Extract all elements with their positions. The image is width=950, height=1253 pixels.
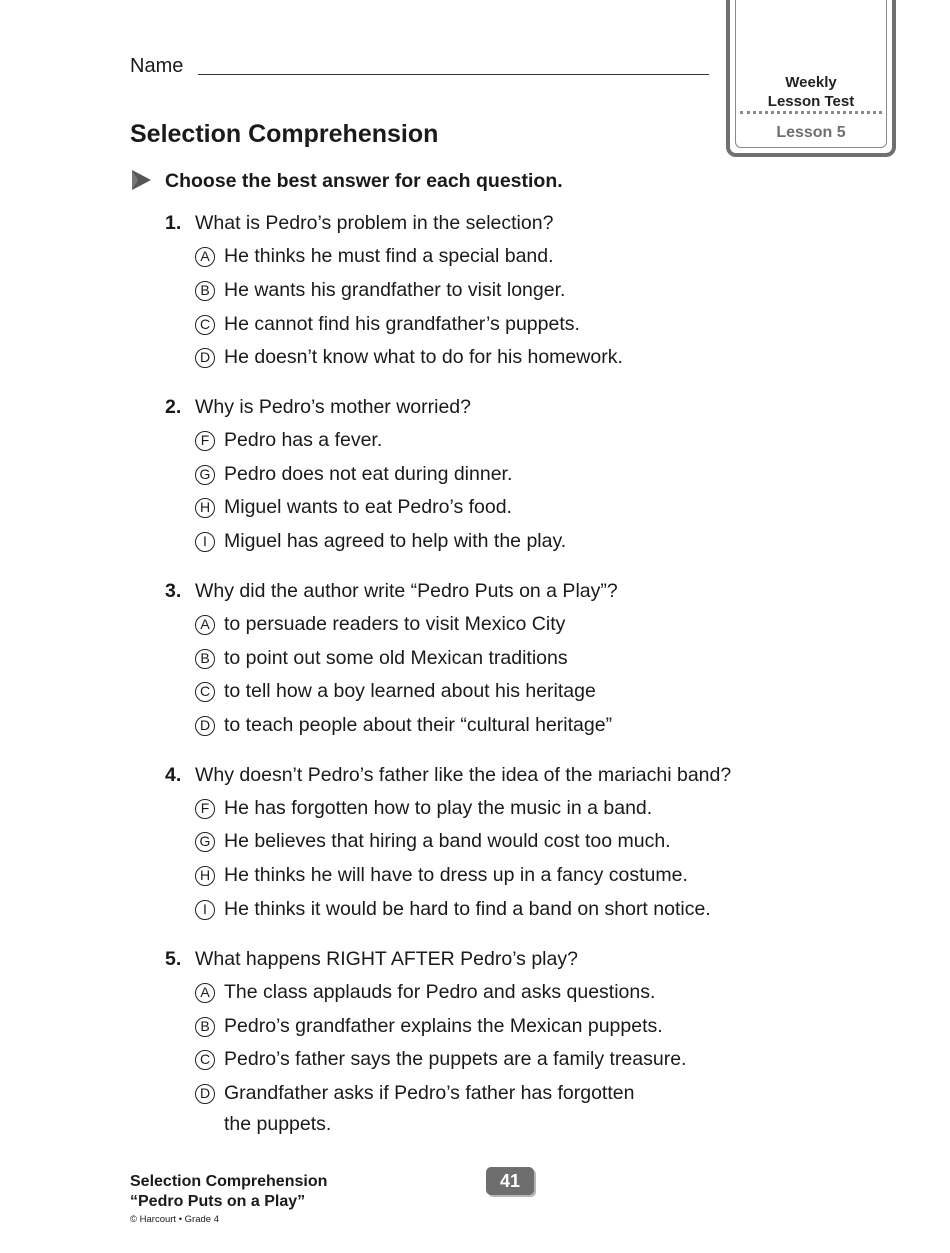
question-number: 3. — [165, 580, 182, 602]
question-number: 5. — [165, 948, 182, 970]
question-text: Why is Pedro’s mother worried? — [195, 396, 471, 418]
answer-bubble[interactable]: H — [195, 498, 215, 518]
answer-bubble[interactable]: I — [195, 900, 215, 920]
answer-text: Pedro does not eat during dinner. — [224, 463, 513, 485]
question-text: What is Pedro’s problem in the selection? — [195, 212, 554, 234]
answer-bubble[interactable]: A — [195, 615, 215, 635]
page-title: Selection Comprehension — [130, 120, 439, 148]
answer-text: to persuade readers to visit Mexico City — [224, 613, 566, 635]
answer-text: Pedro’s father says the puppets are a family treasure. — [224, 1048, 687, 1070]
answer-bubble[interactable]: C — [195, 682, 215, 702]
answer-bubble[interactable]: I — [195, 532, 215, 552]
answer-text: He doesn’t know what to do for his homework. — [224, 346, 623, 368]
question-number: 2. — [165, 396, 182, 418]
answer-bubble[interactable]: D — [195, 716, 215, 736]
question-text: Why did the author write “Pedro Puts on a Play”? — [195, 580, 618, 602]
copyright: © Harcourt • Grade 4 — [130, 1214, 219, 1225]
answer-text: Pedro’s grandfather explains the Mexican puppets. — [224, 1015, 663, 1037]
tab-dotted-divider — [740, 111, 882, 114]
name-label: Name — [130, 55, 184, 77]
tab-lesson-test: Lesson Test — [767, 93, 855, 110]
answer-bubble[interactable]: B — [195, 649, 215, 669]
answer-text: Miguel has agreed to help with the play. — [224, 530, 567, 552]
footer-line-1: Selection Comprehension — [130, 1173, 328, 1190]
weekly-lesson-test-tab — [726, 0, 896, 157]
answer-text: He has forgotten how to play the music in a band. — [224, 797, 653, 819]
answer-text-continued: the puppets. — [224, 1113, 332, 1135]
question-number: 4. — [165, 764, 182, 786]
footer-title — [130, 1172, 327, 1212]
answer-text: He cannot find his grandfather’s puppets. — [224, 313, 580, 335]
answer-bubble[interactable]: G — [195, 832, 215, 852]
answer-text: He wants his grandfather to visit longer. — [224, 279, 566, 301]
answer-bubble[interactable]: C — [195, 1050, 215, 1070]
answer-text: to tell how a boy learned about his heritage — [224, 680, 596, 702]
answer-bubble[interactable]: B — [195, 1017, 215, 1037]
answer-bubble[interactable]: D — [195, 348, 215, 368]
answer-text: to point out some old Mexican traditions — [224, 647, 568, 669]
answer-text: The class applauds for Pedro and asks questions. — [224, 981, 656, 1003]
answer-bubble[interactable]: A — [195, 247, 215, 267]
answer-bubble[interactable]: F — [195, 799, 215, 819]
page-number: 41 — [486, 1167, 534, 1195]
answer-text: He thinks he will have to dress up in a fancy costume. — [224, 864, 688, 886]
question-text: Why doesn’t Pedro’s father like the idea of the mariachi band? — [195, 764, 732, 786]
tab-lesson-number: Lesson 5 — [776, 124, 846, 141]
answer-text: Pedro has a fever. — [224, 429, 383, 451]
answer-bubble[interactable]: B — [195, 281, 215, 301]
answer-text: Miguel wants to eat Pedro’s food. — [224, 496, 512, 518]
answer-text: He thinks he must find a special band. — [224, 245, 554, 267]
arrow-icon — [130, 169, 152, 191]
answer-bubble[interactable]: G — [195, 465, 215, 485]
question-text: What happens RIGHT AFTER Pedro’s play? — [195, 948, 578, 970]
answer-text: He believes that hiring a band would cost too much. — [224, 830, 671, 852]
answer-text: Grandfather asks if Pedro’s father has forgotten — [224, 1082, 635, 1104]
instructions: Choose the best answer for each question. — [165, 170, 563, 192]
answer-text: to teach people about their “cultural heritage” — [224, 714, 613, 736]
answer-bubble[interactable]: C — [195, 315, 215, 335]
answer-bubble[interactable]: D — [195, 1084, 215, 1104]
answer-bubble[interactable]: F — [195, 431, 215, 451]
answer-text: He thinks it would be hard to find a band on short notice. — [224, 898, 711, 920]
answer-bubble[interactable]: A — [195, 983, 215, 1003]
name-write-line[interactable] — [198, 74, 709, 75]
tab-weekly: Weekly — [785, 74, 837, 91]
footer-line-2: “Pedro Puts on a Play” — [130, 1193, 306, 1210]
question-number: 1. — [165, 212, 182, 234]
answer-bubble[interactable]: H — [195, 866, 215, 886]
